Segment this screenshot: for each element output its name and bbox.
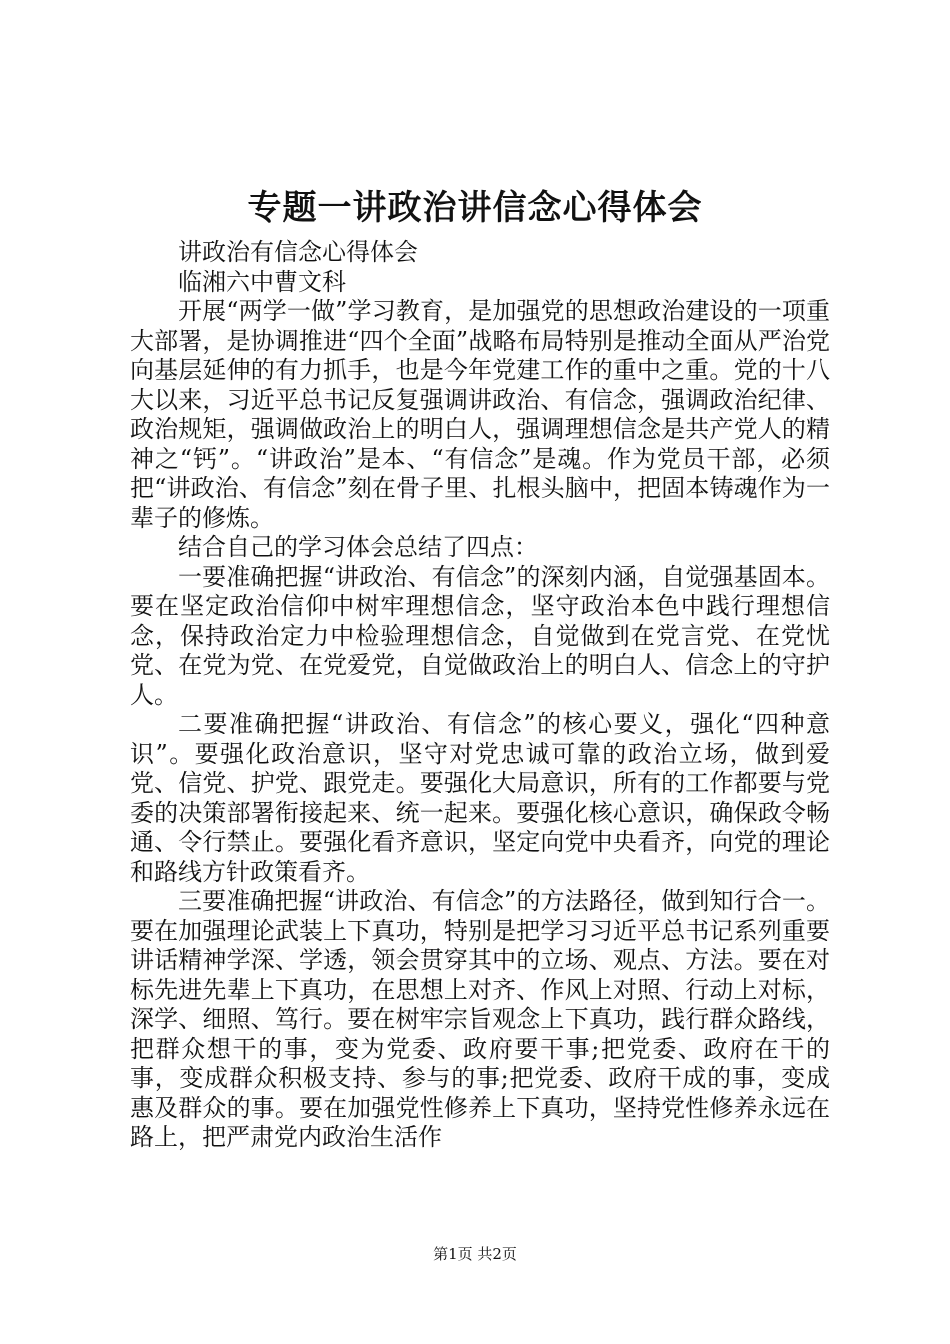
document-author: 临湘六中曹文科 (178, 267, 346, 296)
document-subtitle: 讲政治有信念心得体会 (178, 238, 418, 266)
paragraph-point-two: 二要准确把握“讲政治、有信念”的核心要义，强化“四种意识”。要强化政治意识，坚守对党忠诚可靠的政治立场，做到爱党、信党、护党、跟党走。要强化大局意识，所有的工作都要与党委的决策部署衔接起来、统一起来。要强化核心意识，确保政令畅通、令行禁止。要强化看齐意识，坚定向党中央看齐，向党的理论和路线方针政策看齐。 (130, 710, 830, 886)
paragraph-point-one: 一要准确把握“讲政治、有信念”的深刻内涵，自觉强基固本。要在坚定政治信仰中树牢理想信念，坚守政治本色中践行理想信念，保持政治定力中检验理想信念，自觉做到在党言党、在党忧党、在党为党、在党爱党，自觉做政治上的明白人、信念上的守护人。 (130, 562, 830, 709)
document-title: 专题一讲政治讲信念心得体会 (247, 188, 703, 228)
paragraph-point-three: 三要准确把握“讲政治、有信念”的方法路径，做到知行合一。要在加强理论武装上下真功，特别是把学习习近平总书记系列重要讲话精神学深、学透，领会贯穿其中的立场、观点、方法。要在对标先进先辈上下真功，在思想上对齐、作风上对照、行动上对标，深学、细照、笃行。要在树牢宗旨观念上下真功，践行群众路线，把群众想干的事，变为党委、政府要干事;把党委、政府在干的事，变成群众积极支持、参与的事;把党委、政府干成的事，变成惠及群众的事。要在加强党性修养上下真功，坚持党性修养永远在路上，把严肃党内政治生活作 (130, 887, 830, 1151)
paragraph-intro: 开展“两学一做”学习教育，是加强党的思想政治建设的一项重大部署，是协调推进“四个全面”战略布局特别是推动全面从严治党向基层延伸的有力抓手，也是今年党建工作的重中之重。党的十八大以来，习近平总书记反复强调讲政治、有信念，强调政治纪律、政治规矩，强调做政治上的明白人，强调理想信念是共产党人的精神之“钙”。“讲政治”是本、“有信念”是魂。作为党员干部，必须把“讲政治、有信念”刻在骨子里、扎根头脑中，把固本铸魂作为一辈子的修炼。 (130, 297, 830, 532)
paragraph-summary: 结合自己的学习体会总结了四点： (178, 533, 538, 561)
document-body (130, 238, 830, 1153)
page-footer: 第1页 共2页 (433, 1245, 517, 1263)
